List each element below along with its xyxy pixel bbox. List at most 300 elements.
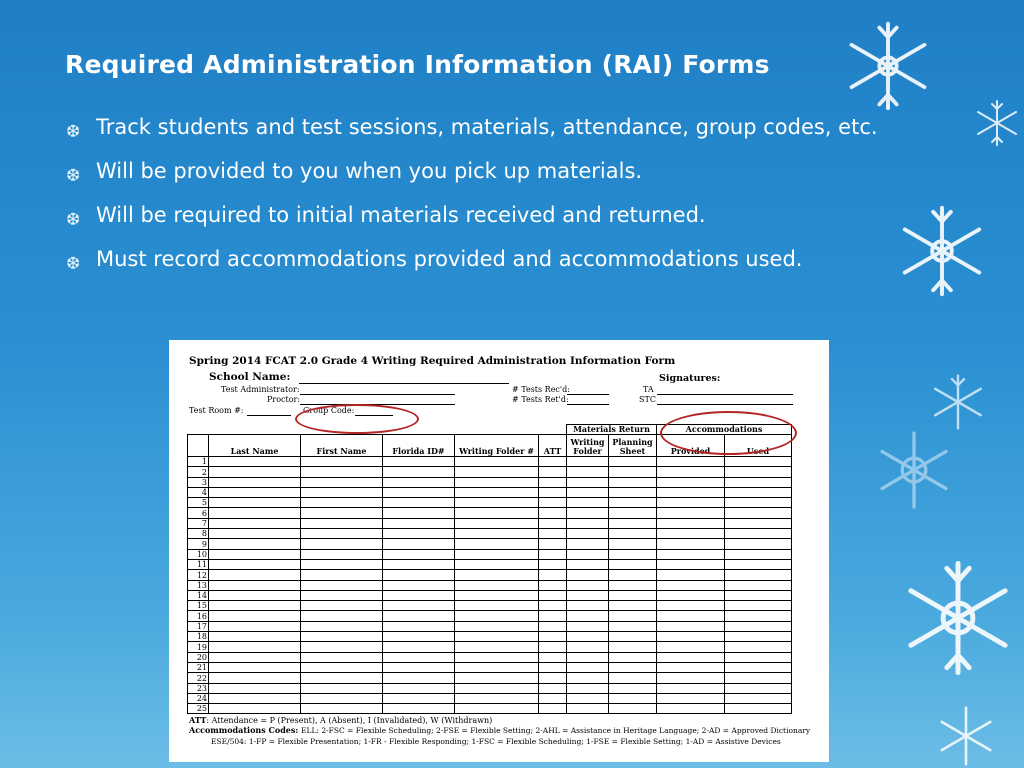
table-cell [455,498,539,508]
table-cell [383,683,455,693]
table-cell [383,673,455,683]
table-cell [209,570,301,580]
table-cell [383,662,455,672]
table-cell [609,518,657,528]
row-number: 13 [188,580,209,590]
table-cell [301,498,383,508]
table-cell [657,549,725,559]
table-cell [657,508,725,518]
table-cell [383,693,455,703]
table-cell [455,632,539,642]
table-cell [301,642,383,652]
table-cell [539,590,567,600]
row-number: 16 [188,611,209,621]
group-code-highlight-oval [295,404,419,434]
table-row [188,693,792,703]
table-cell [567,529,609,539]
table-cell [609,559,657,569]
table-cell [609,611,657,621]
table-cell [609,601,657,611]
table-cell [539,601,567,611]
table-cell [609,508,657,518]
table-cell [301,611,383,621]
table-cell [383,559,455,569]
row-number: 25 [188,704,209,714]
table-cell [657,529,725,539]
table-cell [609,662,657,672]
table-cell [383,529,455,539]
table-row [188,662,792,672]
row-number: 14 [188,590,209,600]
accommodations-highlight-oval [660,411,797,455]
table-cell [657,518,725,528]
slide-title: Required Administration Information (RAI) Forms [65,50,770,79]
column-header-florida-id: Florida ID# [383,435,455,457]
table-cell [209,559,301,569]
row-number: 12 [188,570,209,580]
table-cell [539,693,567,703]
table-cell [301,683,383,693]
table-cell [609,590,657,600]
table-cell [657,590,725,600]
table-cell [383,580,455,590]
table-cell [455,590,539,600]
table-cell [609,652,657,662]
table-row [188,590,792,600]
table-cell [657,539,725,549]
table-cell [725,498,792,508]
test-room-label: Test Room #: [189,406,244,415]
table-cell [567,457,609,467]
table-cell [567,477,609,487]
table-cell [609,683,657,693]
table-cell [209,477,301,487]
table-cell [539,457,567,467]
table-cell [539,662,567,672]
table-row [188,611,792,621]
table-cell [567,662,609,672]
row-number: 15 [188,601,209,611]
bullet-text: Will be required to initial materials received and returned. [96,203,706,227]
table-cell [209,662,301,672]
row-number: 18 [188,632,209,642]
table-cell [209,632,301,642]
table-cell [209,549,301,559]
table-cell [209,642,301,652]
table-cell [383,487,455,497]
table-cell [455,487,539,497]
table-cell [383,539,455,549]
table-cell [383,590,455,600]
row-number: 24 [188,693,209,703]
row-number: 2 [188,467,209,477]
table-row [188,570,792,580]
table-cell [455,704,539,714]
row-number: 8 [188,529,209,539]
table-cell [301,693,383,703]
snowflake-decoration-icon [928,372,988,432]
table-row [188,549,792,559]
table-cell [539,621,567,631]
table-cell [657,570,725,580]
table-cell [657,559,725,569]
table-cell [301,652,383,662]
table-cell [301,487,383,497]
table-cell [455,601,539,611]
row-number: 1 [188,457,209,467]
table-cell [609,477,657,487]
table-cell [609,693,657,703]
table-cell [209,683,301,693]
signatures-label: Signatures: [659,373,721,384]
rai-form-image [169,340,829,762]
table-cell [725,662,792,672]
table-cell [725,477,792,487]
table-cell [539,704,567,714]
table-cell [539,467,567,477]
table-cell [609,467,657,477]
table-row [188,529,792,539]
table-cell [567,559,609,569]
table-cell [725,508,792,518]
table-cell [209,611,301,621]
table-cell [725,632,792,642]
table-cell [539,477,567,487]
bullet-text: Track students and test sessions, materials, attendance, group codes, etc. [96,115,878,139]
table-cell [725,673,792,683]
table-cell [567,601,609,611]
table-cell [455,570,539,580]
snowflake-bullet-icon: ❆ [66,254,81,274]
table-cell [539,508,567,518]
table-cell [455,662,539,672]
bullet-list [66,112,896,288]
table-cell [539,652,567,662]
table-row [188,652,792,662]
table-cell [301,662,383,672]
table-cell [301,457,383,467]
table-row [188,518,792,528]
table-cell [567,590,609,600]
att-legend [189,715,492,725]
table-cell [383,652,455,662]
row-number: 23 [188,683,209,693]
bullet-item [66,156,896,187]
table-cell [301,467,383,477]
table-cell [539,549,567,559]
table-cell [539,529,567,539]
table-cell [725,529,792,539]
table-cell [455,673,539,683]
column-header-provided: Provided [657,435,725,457]
table-cell [539,642,567,652]
table-cell [539,683,567,693]
table-cell [609,673,657,683]
accommodations-codes-label: Accommodations Codes: [189,725,299,735]
table-cell [725,487,792,497]
table-cell [567,467,609,477]
table-cell [301,518,383,528]
table-cell [209,673,301,683]
table-cell [609,642,657,652]
snowflake-decoration-icon [893,202,991,300]
table-cell [539,559,567,569]
table-cell [209,467,301,477]
table-cell [725,601,792,611]
table-cell [209,508,301,518]
table-cell [657,457,725,467]
table-cell [301,477,383,487]
table-cell [725,693,792,703]
bullet-item [66,200,896,231]
snowflake-decoration-icon [896,556,1020,680]
table-cell [209,652,301,662]
att-legend-label: ATT [189,715,207,725]
table-cell [383,704,455,714]
table-cell [383,642,455,652]
table-row [188,467,792,477]
table-cell [455,508,539,518]
table-cell [209,621,301,631]
table-cell [539,539,567,549]
accommodations-header: Accommodations [657,425,792,435]
table-row [188,559,792,569]
table-row [188,642,792,652]
table-cell [609,632,657,642]
table-row [188,683,792,693]
stc-signature-label: STC [639,395,656,404]
table-cell [567,487,609,497]
table-row [188,621,792,631]
table-row [188,601,792,611]
table-cell [301,704,383,714]
table-cell [301,601,383,611]
table-cell [301,632,383,642]
table-cell [209,518,301,528]
table-cell [567,683,609,693]
table-row [188,704,792,714]
row-number: 10 [188,549,209,559]
table-cell [539,611,567,621]
table-cell [725,457,792,467]
table-cell [383,467,455,477]
table-cell [567,580,609,590]
table-cell [657,704,725,714]
table-cell [567,642,609,652]
table-cell [657,580,725,590]
table-cell [609,704,657,714]
snowflake-bullet-icon: ❆ [66,122,81,142]
row-number: 21 [188,662,209,672]
table-cell [383,611,455,621]
table-cell [383,570,455,580]
table-cell [301,549,383,559]
table-row [188,498,792,508]
table-cell [539,487,567,497]
table-cell [301,621,383,631]
table-cell [209,601,301,611]
table-cell [725,652,792,662]
table-cell [455,467,539,477]
table-cell [657,662,725,672]
table-cell [455,549,539,559]
table-cell [657,621,725,631]
table-row [188,632,792,642]
snowflake-bullet-icon: ❆ [66,166,81,186]
table-row [188,487,792,497]
table-cell [301,529,383,539]
column-header-last-name: Last Name [209,435,301,457]
table-cell [301,570,383,580]
table-cell [567,498,609,508]
table-cell [209,590,301,600]
table-cell [725,642,792,652]
table-cell [567,518,609,528]
ta-signature-label: TA [643,385,654,394]
att-legend-text: : Attendance = P (Present), A (Absent), I (Invalidated), W (Withdrawn) [206,716,493,725]
school-name-label: School Name: [209,371,291,383]
table-cell [725,580,792,590]
column-header-planning-sheet: Planning Sheet [609,435,657,457]
tests-returned-label: # Tests Ret'd: [512,395,569,404]
snowflake-decoration-icon [972,98,1022,148]
table-cell [383,601,455,611]
row-number: 19 [188,642,209,652]
table-cell [609,621,657,631]
table-cell [455,529,539,539]
table-cell [567,704,609,714]
row-number: 17 [188,621,209,631]
table-cell [455,518,539,528]
table-cell [609,549,657,559]
table-cell [455,539,539,549]
table-cell [455,477,539,487]
row-number: 6 [188,508,209,518]
table-cell [383,621,455,631]
table-cell [539,632,567,642]
table-cell [657,683,725,693]
table-cell [567,621,609,631]
bullet-item [66,112,896,143]
table-cell [567,508,609,518]
table-cell [383,518,455,528]
table-cell [725,549,792,559]
table-cell [725,621,792,631]
row-number: 4 [188,487,209,497]
table-cell [725,559,792,569]
column-header-att: ATT [539,435,567,457]
table-row [188,580,792,590]
table-cell [567,652,609,662]
table-cell [609,529,657,539]
table-cell [209,529,301,539]
table-cell [383,498,455,508]
table-cell [209,580,301,590]
table-cell [455,457,539,467]
snowflake-bullet-icon: ❆ [66,210,81,230]
column-header-writing-folder: Writing Folder [567,435,609,457]
table-cell [455,580,539,590]
table-cell [657,652,725,662]
snowflake-decoration-icon [916,704,1016,768]
table-cell [383,508,455,518]
tests-received-label: # Tests Rec'd: [512,385,570,394]
column-header-first-name: First Name [301,435,383,457]
table-cell [209,539,301,549]
table-cell [567,693,609,703]
row-number: 3 [188,477,209,487]
table-cell [725,590,792,600]
row-number: 20 [188,652,209,662]
table-cell [567,539,609,549]
table-cell [567,570,609,580]
table-cell [209,693,301,703]
table-cell [657,611,725,621]
table-cell [209,487,301,497]
table-cell [539,580,567,590]
column-header-writing-folder-number: Writing Folder # [455,435,539,457]
table-cell [455,559,539,569]
snowflake-decoration-icon [840,18,936,114]
row-number: 5 [188,498,209,508]
table-row [188,539,792,549]
row-number: 22 [188,673,209,683]
table-row [188,673,792,683]
table-cell [383,549,455,559]
table-cell [567,549,609,559]
table-cell [725,467,792,477]
table-cell [455,642,539,652]
table-cell [657,487,725,497]
table-cell [301,508,383,518]
table-cell [383,457,455,467]
table-cell [609,570,657,580]
table-cell [539,570,567,580]
table-cell [455,693,539,703]
table-cell [567,611,609,621]
bullet-text: Must record accommodations provided and accommodations used. [96,247,803,271]
table-cell [657,673,725,683]
snowflake-decoration-icon [872,428,956,512]
table-cell [657,632,725,642]
table-cell [209,498,301,508]
table-row [188,508,792,518]
table-cell [657,498,725,508]
proctor-label: Proctor: [267,395,301,404]
table-cell [657,467,725,477]
table-cell [725,570,792,580]
table-cell [725,683,792,693]
table-cell [567,673,609,683]
table-cell [609,580,657,590]
materials-return-header: Materials Return [567,425,657,435]
table-cell [383,632,455,642]
table-cell [539,518,567,528]
table-cell [455,621,539,631]
column-header-used: Used [725,435,792,457]
table-cell [209,704,301,714]
table-cell [455,611,539,621]
bullet-item [66,244,896,275]
table-cell [455,652,539,662]
table-cell [609,457,657,467]
table-cell [657,477,725,487]
row-number: 9 [188,539,209,549]
table-cell [609,487,657,497]
table-cell [301,590,383,600]
table-cell [725,539,792,549]
table-cell [301,539,383,549]
